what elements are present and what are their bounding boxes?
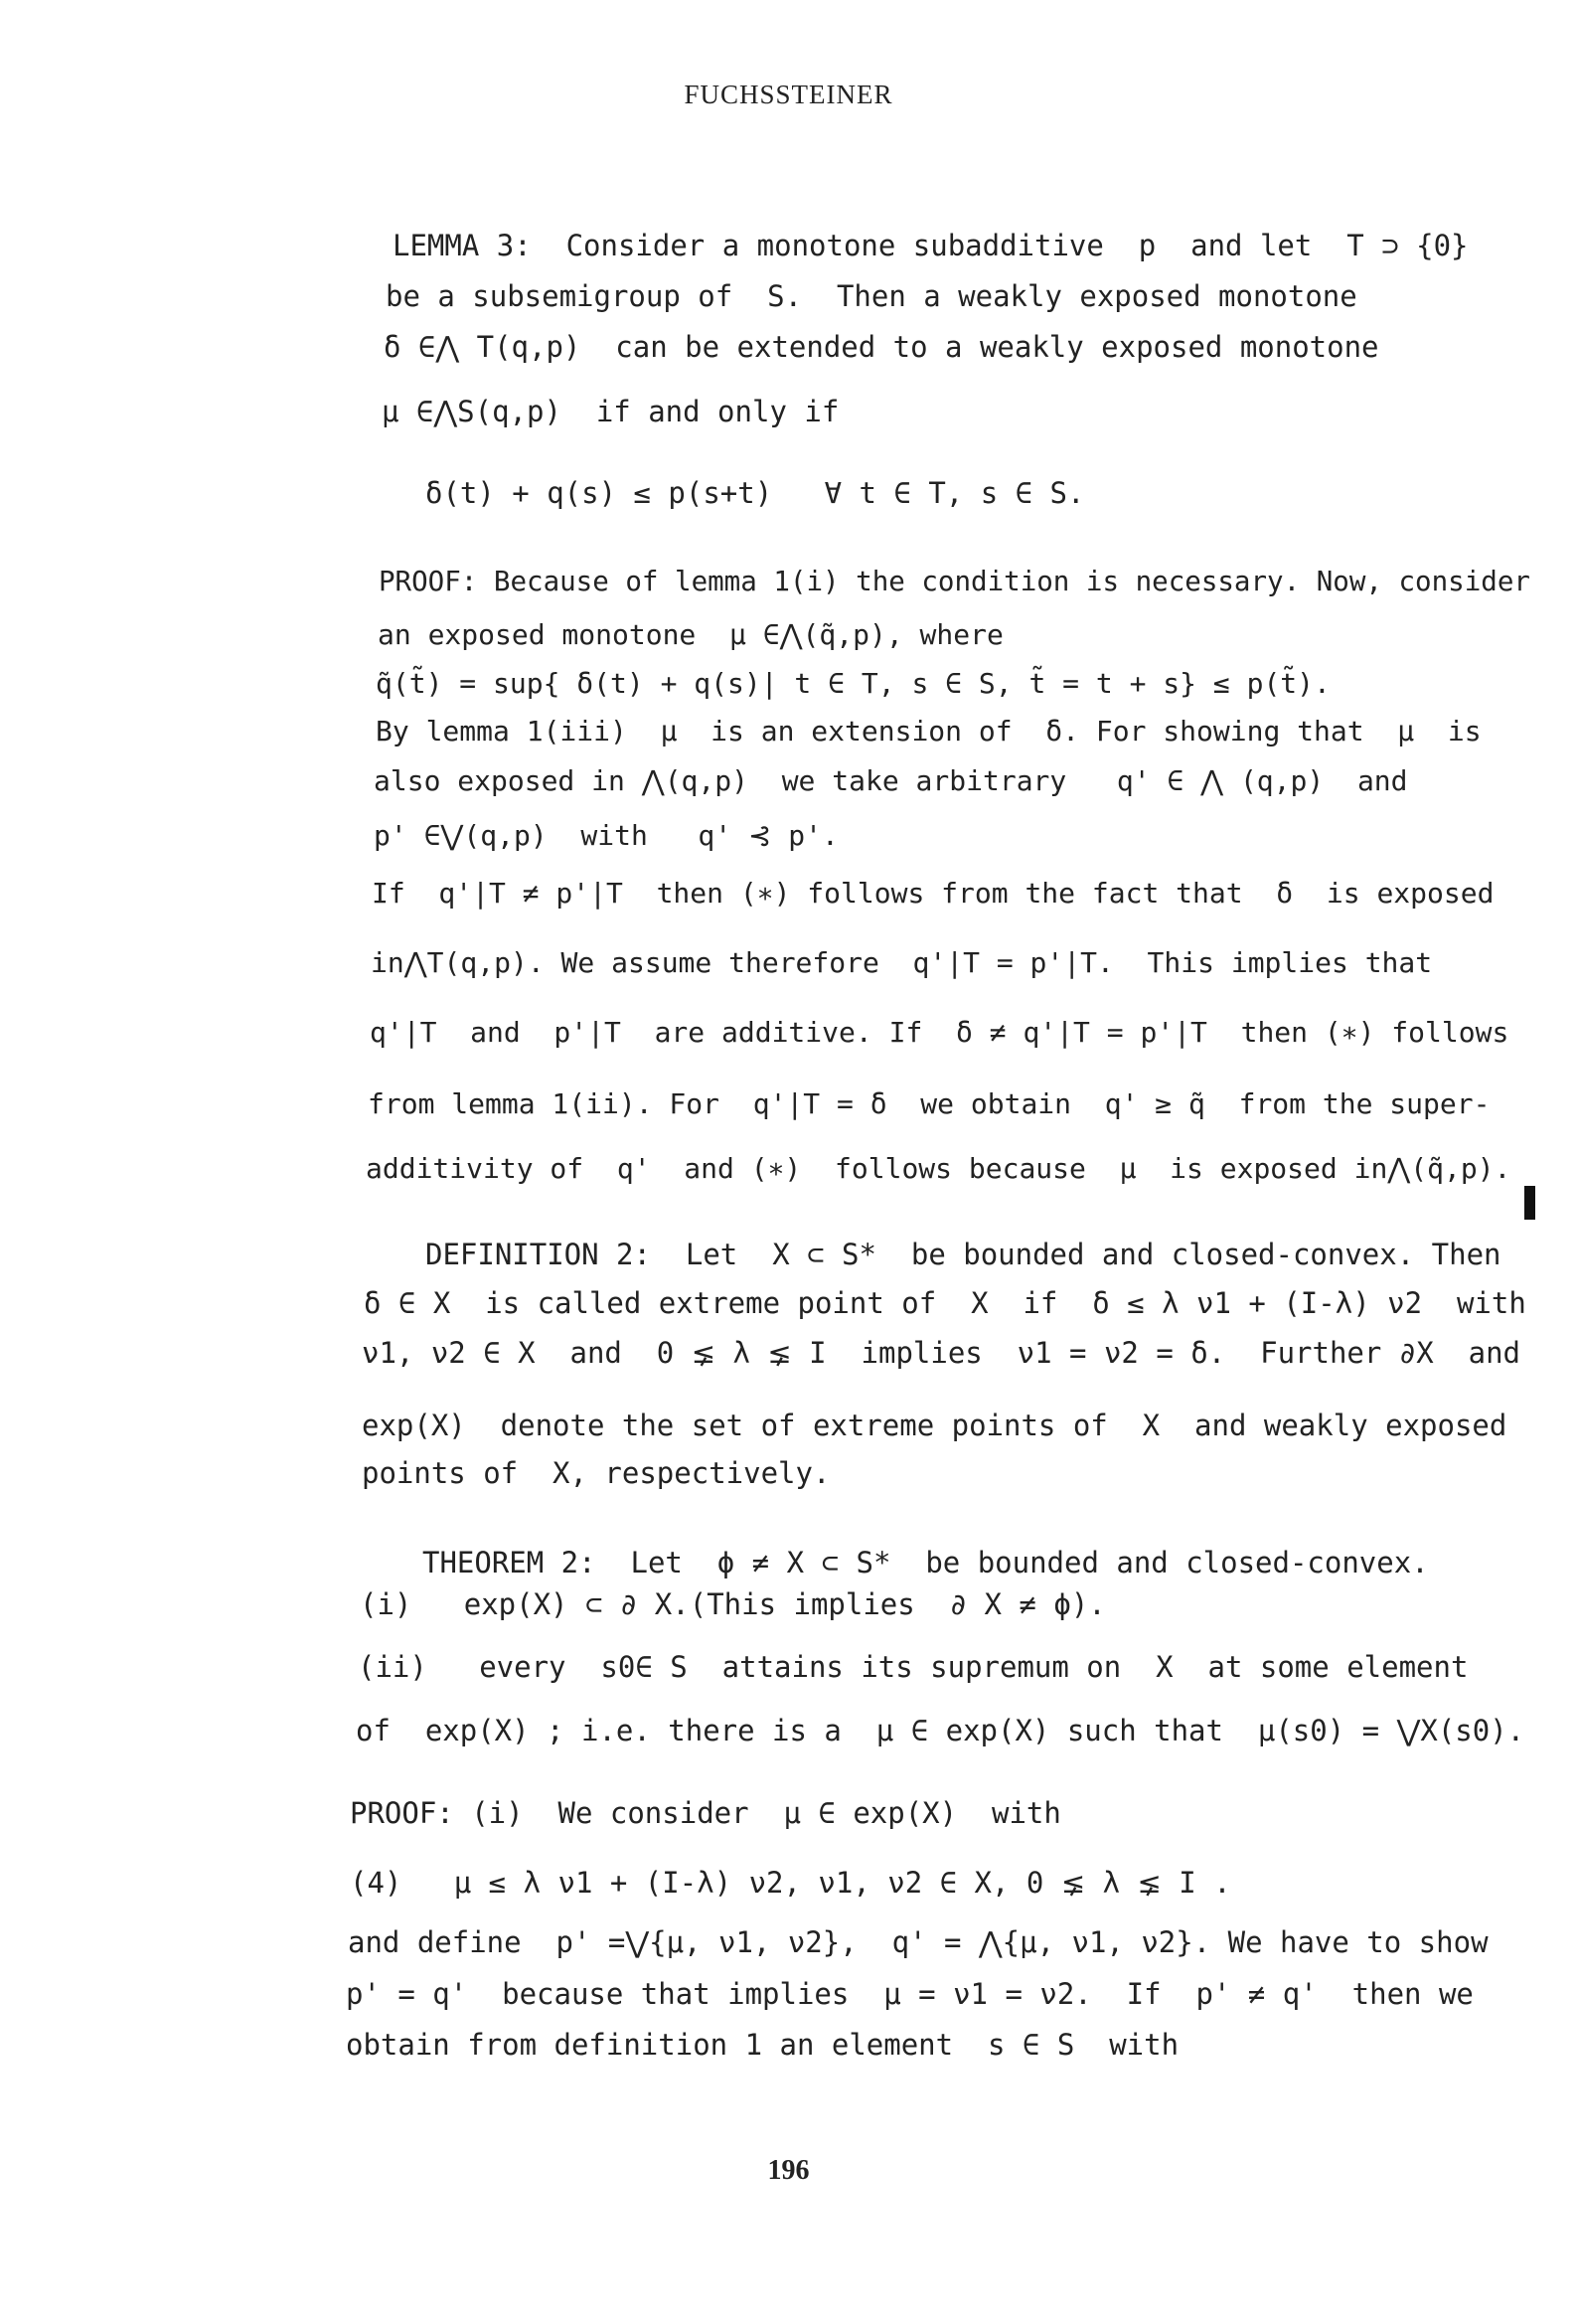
proof1-line-8: in⋀T(q,p). We assume therefore q'|T = p'|T. This implies that [371, 946, 1433, 979]
theorem-line-1: THEOREM 2: Let ϕ ≠ X ⊂ S* be bounded and closed-convex. [422, 1546, 1429, 1579]
proof1-line-1: PROOF: Because of lemma 1(i) the condition is necessary. Now, consider [379, 566, 1530, 597]
proof2-line-4: p' = q' because that implies μ = ν1 = ν2. If p' ≠ q' then we [346, 1977, 1474, 2011]
theorem-line-4: of exp(X) ; i.e. there is a μ ∈ exp(X) such that μ(s0) = ⋁X(s0). [356, 1714, 1525, 1747]
running-header: FUCHSSTEINER [684, 80, 893, 109]
proof1-line-4: By lemma 1(iii) μ is an extension of δ. For showing that μ is [376, 715, 1482, 747]
definition-line-1: DEFINITION 2: Let X ⊂ S* be bounded and closed-convex. Then [425, 1238, 1501, 1271]
theorem-line-2: (i) exp(X) ⊂ ∂ X.(This implies ∂ X ≠ ϕ). [360, 1587, 1106, 1621]
proof1-line-6: p' ∈⋁(q,p) with q' ⊰ p'. [374, 819, 839, 852]
lemma-inequality: δ(t) + q(s) ≤ p(s+t) ∀ t ∈ T, s ∈ S. [425, 476, 1085, 510]
theorem-line-3: (ii) every s0∈ S attains its supremum on X at some element [358, 1650, 1469, 1684]
proof2-line-5: obtain from definition 1 an element s ∈ S with [346, 2028, 1180, 2062]
proof1-line-10: from lemma 1(ii). For q'|T = δ we obtain q' ≥ q̃ from the super- [368, 1087, 1491, 1120]
page-number: 196 [767, 2155, 810, 2186]
proof2-line-3: and define p' =⋁{μ, ν1, ν2}, q' = ⋀{μ, ν1, ν2}. We have to show [348, 1925, 1489, 1959]
proof1-line-9: q'|T and p'|T are additive. If δ ≠ q'|T = p'|T then (∗) follows [370, 1016, 1509, 1049]
definition-line-2: δ ∈ X is called extreme point of X if δ ≤ λ ν1 + (I-λ) ν2 with [364, 1286, 1526, 1320]
qed-square [1524, 1186, 1535, 1220]
lemma-line-4: μ ∈⋀S(q,p) if and only if [382, 395, 840, 428]
definition-line-5: points of X, respectively. [362, 1456, 831, 1490]
proof1-line-5: also exposed in ⋀(q,p) we take arbitrary q' ∈ ⋀ (q,p) and [374, 764, 1408, 797]
definition-line-3: ν1, ν2 ∈ X and 0 ⪇ λ ⪇ I implies ν1 = ν2 = δ. Further ∂X and [362, 1336, 1521, 1370]
definition-line-4: exp(X) denote the set of extreme points of X and weakly exposed [362, 1409, 1507, 1442]
proof2-line-1: PROOF: (i) We consider μ ∈ exp(X) with [350, 1796, 1061, 1830]
lemma-line-1: LEMMA 3: Consider a monotone subadditive p and let T ⊃ {0} [393, 229, 1469, 262]
proof1-line-2: an exposed monotone μ ∈⋀(q̃,p), where [378, 618, 1004, 651]
proof1-line-3: q̃(t̃) = sup{ δ(t) + q(s)| t ∈ T, s ∈ S, t̃ = t + s} ≤ p(t̃). [376, 667, 1331, 700]
proof1-line-11: additivity of q' and (∗) follows because μ is exposed in⋀(q̃,p). [366, 1152, 1511, 1185]
proof1-line-7: If q'|T ≠ p'|T then (∗) follows from the fact that δ is exposed [372, 877, 1495, 910]
lemma-line-3: δ ∈⋀ T(q,p) can be extended to a weakly exposed monotone [384, 330, 1379, 364]
lemma-line-2: be a subsemigroup of S. Then a weakly exposed monotone [386, 279, 1357, 313]
proof2-line-2: (4) μ ≤ λ ν1 + (I-λ) ν2, ν1, ν2 ∈ X, 0 ⪇ λ ⪇ I . [350, 1866, 1231, 1900]
